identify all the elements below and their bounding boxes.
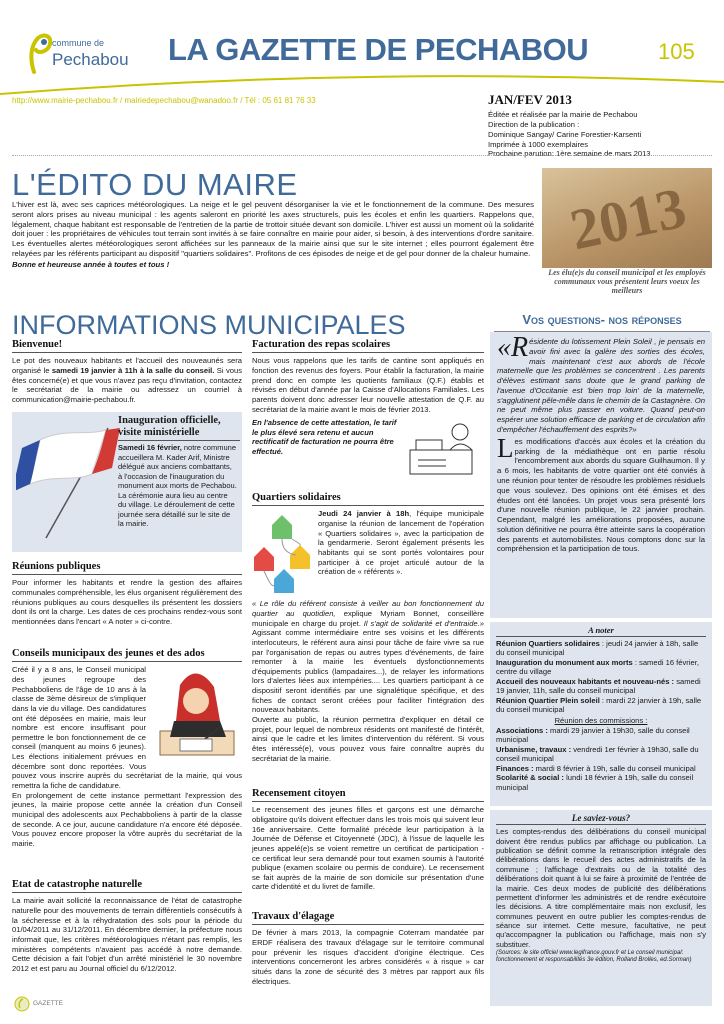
- credit-line: Prochaine parution: 1ère semaine de mars 2013: [488, 149, 651, 159]
- a-noter-item-label: Inauguration du monument aux morts: [496, 657, 633, 667]
- bienvenue-body: [12, 356, 242, 404]
- a-noter-item-text: samedi 19 janvier, 11h, salle du conseil municipal: [496, 676, 701, 696]
- quartiers-quote-attr: explique Myriam Bonnet, conseillère municipale en charge du projet.: [252, 608, 484, 628]
- quartiers-section: [252, 491, 484, 763]
- quartiers-quote-end: Il s'agit de solidarité et d'entraide.»: [363, 618, 484, 628]
- qr-title: Vos questions- nos réponses: [494, 312, 710, 332]
- photo-caption: Les élu(e)s du conseil municipal et les employés communaux vous présentent leurs voeux les meilleurs: [548, 268, 706, 296]
- commission-label: Finances :: [496, 763, 534, 773]
- houses-icon: [252, 509, 314, 597]
- issue-date: JAN/FEV 2013: [488, 92, 572, 107]
- credit-line: Dominique Sangay/ Carine Forestier-Karsenti: [488, 129, 642, 139]
- qr-box: [490, 332, 712, 618]
- catastrophe-title: Etat de catastrophe naturelle: [12, 878, 242, 893]
- recensement-section: [252, 787, 484, 892]
- commission-text: mardi 8 février à 19h, salle du conseil municipal: [533, 763, 696, 773]
- inauguration-title: Inauguration officielle, visite ministérielle: [118, 415, 240, 441]
- conseils-body1: Créé il y a 8 ans, le Conseil municipal des jeunes regroupe des Pechabboliens de l'âge de 10 ans à la classe de 3ème désireux de s'impliquer dans la vie du village. Des candidatures ont été déposées en mairie, mais leur nombre est encore insuffisant pour permettre le bon fonctionnement de ce conseil (manquent au moins 6 jeunes). Les élections initialement prévues en décembre sont donc reportées. Vous pouvez vous inscrire auprès du secrétariat de la mairie, qui vous remettra la fiche de candidature.: [12, 665, 242, 791]
- quartiers-body2: Ouverte au public, la réunion permettra d'expliquer en détail ce projet, pour lequel de nombreux résidents ont manifesté de l'intérêt, ainsi que le cadre et les limites d'intervention du référent. Si vous êtes intéressé(e), vous pouvez vous faire connaître auprès du secrétariat de la mairie.: [252, 715, 484, 763]
- a-noter-title: A noter: [496, 625, 706, 637]
- edito-body: [12, 200, 534, 269]
- commission-label: Urbanisme, travaux :: [496, 744, 572, 754]
- facturation-title: Facturation des repas scolaires: [252, 338, 484, 353]
- infos-title: INFORMATIONS MUNICIPALES: [12, 310, 406, 340]
- inauguration-text: notre commune accueillera M. Kader Arif, Ministre délégué aux anciens combattants, à l'occasion de l'inauguration du monument aux morts de Pechabou. La cérémonie aura lieu au centre du village. Le déroulement de cette journée sera détaillé sur le site de la mairie.: [118, 443, 237, 529]
- facturation-section: [252, 338, 484, 478]
- logo-line2: Pechabou: [52, 50, 129, 69]
- reunions-body: Pour informer les habitants et rendre la gestion des affaires communales compréhensible, les élus organisent régulièrement des réunions publiques au cours desquelles ils présentent les dossiers dont ils ont la charge. Les dates de ces prochains rendez-vous sont mentionnées dans l'encart « A noter » ci-contre.: [12, 578, 242, 626]
- bienvenue-section: [12, 338, 242, 405]
- dropcap-l: L: [497, 432, 514, 463]
- conseils-body2: En prolongement de cette instance permettant l'expression des jeunes, la mairie propose cette année la création d'un Conseil municipal des adolescents aux Pechabboliens à partir de la classe de seconde. A ce jour, aucune candidature n'a encore été déposée. Vous pouvez encore proposer la vôtre auprès du secrétariat de la mairie.: [12, 790, 242, 848]
- recensement-title: Recensement citoyen: [252, 787, 484, 802]
- sand-number: 2013: [564, 174, 692, 263]
- a-noter-item-label: Réunion Quartiers solidaires: [496, 638, 600, 648]
- quartiers-title: Quartiers solidaires: [252, 491, 484, 506]
- conseils-section: [12, 647, 242, 849]
- commission-label: Scolarité & social :: [496, 773, 564, 783]
- elagage-title: Travaux d'élagage: [252, 910, 484, 925]
- a-noter-item-text: : jeudi 24 janvier à 18h, salle du conseil municipal: [496, 638, 699, 658]
- a-noter-item-label: Accueil des nouveaux habitants et nouveau-nés :: [496, 676, 675, 686]
- header-divider: [12, 155, 712, 156]
- credit-line: Direction de la publication :: [488, 119, 580, 129]
- commission-item: [496, 745, 706, 764]
- reunions-title: Réunions publiques: [12, 560, 242, 575]
- edito-closing: Bonne et heureuse année à toutes et tous !: [12, 259, 170, 269]
- child-writing-icon: [150, 665, 242, 761]
- credit-line: Imprimée à 1000 exemplaires: [488, 139, 589, 149]
- qr-question: [497, 332, 705, 435]
- elagage-body: De février à mars 2013, la compagnie Coterram mandatée par ERDF réalisera des travaux d'élagage sur le territoire communal pour prévenir les risques d'accident d'origine électrique. Ces interventions concerneront les arbres considérés « à risque » car situés dans la zone de sécurité des 3 mètres par rapport aux fils électriques.: [252, 928, 484, 986]
- catastrophe-section: [12, 878, 242, 973]
- gazette-title: LA GAZETTE DE PECHABOU: [168, 32, 589, 67]
- edito-title: L'ÉDITO DU MAIRE: [12, 167, 298, 202]
- flag-icon: [16, 422, 120, 540]
- header-swoosh: [0, 68, 724, 96]
- facturation-note: En l'absence de cette attestation, le tarif le plus élevé sera retenu et aucun rectificatif de facturation ne pourra être effectué.: [252, 418, 397, 457]
- qr-answer: [497, 432, 705, 554]
- commission-text: vendredi 1er février à 19h30, salle du conseil municipal: [496, 744, 699, 764]
- a-noter-item-text: : mardi 22 janvier à 19h, salle du conseil municipal: [496, 695, 702, 715]
- bienvenue-text-end: Si vous êtes concerné(e) et que vous n'avez pas reçu d'invitation, contactez le secrétariat de la mairie ou adressez un courriel à communication@mairie-pechabou.fr.: [12, 365, 242, 404]
- issue-number: 105: [658, 39, 695, 64]
- reunions-section: [12, 560, 242, 627]
- a-noter-item: [496, 696, 706, 715]
- quartiers-quote: « Le rôle du référent consiste à veiller au bon fonctionnement du quartier au quotidien,: [252, 599, 484, 618]
- saviez-vous-title: Le saviez-vous?: [496, 813, 706, 825]
- saviez-vous-sources: (Sources: le site officiel www.legifrance.gouv.fr et Le conseil municipal: fonctionnement et responsabilités 3e édition, Rolland Brolles, ed.Sorman): [496, 950, 692, 964]
- a-noter-item-label: Réunion Quartier Plein soleil: [496, 695, 600, 705]
- quartiers-body: [252, 599, 484, 715]
- credit-line: Éditée et réalisée par la mairie de Pechabou: [488, 110, 638, 119]
- contact-line[interactable]: http://www.mairie-pechabou.fr / mairiedepechabou@wanadoo.fr / Tél : 05 61 81 76 33: [12, 96, 316, 105]
- footer: [14, 996, 63, 1012]
- bienvenue-title: Bienvenue!: [12, 338, 242, 353]
- commission-text: mardi 29 janvier à 19h30, salle du conseil municipal: [496, 725, 690, 745]
- footer-label: GAZETTE: [33, 999, 63, 1007]
- quote-glyph: «R: [497, 332, 529, 363]
- edito-text: L'hiver est là, avec ses caprices météorologiques. La neige et le gel peuvent désorganiser la vie et le fonctionnement de la commune. Des mesures seront alors prises au niveau municipal : les agents saleront en priorité les axes structurels, puis les écoles et enfin les quartiers. Rappelons que, légalement, chaque habitant est responsable de l'entretien de la partie de trottoir située devant son domicile. L'hiver est aussi un moment où la solidarité doit jouer : les propriétaires de véhicules tout terrain sont invités à se faire connaître en mairie pour aider, si besoin, à des interventions d'ordre sanitaire. Les éventuelles alertes météorologiques seront affichées sur les panneaux de la mairie ainsi que sur le site internet ; elles pourront également être relayées par les référents participant au dispositif "quartiers solidaires". Profitons de ces épisodes de neige et de gel pour donner de la chaleur humaine.: [12, 200, 534, 258]
- facturation-body: Nous vous rappelons que les tarifs de cantine sont appliqués en fonction des revenus des foyers. Pour établir la facturation, la mairie prend donc en compte les quotients familiaux (Q.F.) établis et révisés en début d'année par la Caisse d'Allocations Familiales. Les parents doivent donc adresser leur nouvelle attestation de Q.F. au secrétariat de la mairie avant le mois de février 2013.: [252, 356, 484, 414]
- quartiers-text: Agissant comme intermédiaire entre ses voisins et les différents interlocuteurs, le référent aura ainsi pour tâche de faire vivre sa rue par l'organisation de repas ou autres types d'événements, de faire remonter à la mairie les éventuels dysfonctionnements d'équipements publics (lampadaires...), de relayer les informations lors d'alertes liées aux intempéries.... Les quartiers participant à ce dispositif seront identifiés par une signalétique spécifique, et des fiches de contact seront créées pour faciliter l'intégration des nouveaux habitants.: [252, 628, 484, 715]
- commission-text: lundi 18 février à 19h, salle du conseil municipal: [496, 773, 694, 792]
- cashier-icon: [406, 416, 484, 478]
- commission-label: Associations :: [496, 725, 548, 735]
- a-noter-item: [496, 639, 706, 658]
- qr-answer-text: es modifications d'accès aux écoles et la création du parking de la médiathèque ont en partie résolu l'encombrement aux abords du square Guilhaumon. Il y a 6 mois, les habitants de votre quartier ont été conviés à une réunion pour tenter de résoudre les problèmes résiduels que vous soulevez. Des opinions ont été émises et des études ont été lancées. Un projet vous sera présenté lors d'une nouvelle réunion publique, le 22 janvier prochain. Cependant, malgré les améliorations proposées, aucune solution définitive ne pourra être atteinte sans la coopération des parents et automobilistes. Nous comptons donc sur la compréhension et la participation de tous.: [497, 436, 705, 554]
- a-noter-item-text: : samedi 16 février, centre du village: [496, 657, 699, 677]
- catastrophe-body: La mairie avait sollicité la reconnaissance de l'état de catastrophe naturelle pour des mouvements de terrain différentiels consécutifs à la sécheresse et à la réhydratation des sols pour la période du 01/04/2011 au 31/12/2011. En décembre dernier, la préfecture nous informait que, les critères météorologiques n'étant pas remplis, les ministères compétents n'avaient pas accédé à notre demande. Cette décision a fait l'objet d'un arrêté ministériel le 30 novembre 2012 et est paru au Journal officiel du 6/12/2012.: [12, 896, 242, 973]
- bienvenue-text: Le pot des nouveaux habitants et l'accueil des nouveaunés sera organisé le: [12, 356, 242, 375]
- inauguration-body: [118, 443, 238, 529]
- edito-photo: [542, 168, 712, 268]
- credits: [488, 110, 720, 159]
- commission-item: [496, 726, 706, 745]
- qr-question-text: ésidente du lotissement Plein Soleil , je pensais en avoir fini avec la galère des sorties des écoles, mais maintenant c'est aux abords de l'école maternelle que les problèmes se concentrent . Les parents d'élèves estimant sans doute que le grand parking de l'avenue d'Occitanie est 'bien trop loin' de la maternelle, s'agglutinent pêle-mêle dans le chemin de la Castagnère. On ne peut même plus passer en voiture. Quand peut-on espérer une solution efficace de parking et de circulation afin d'empêcher l'échauffement des esprits?»: [497, 337, 705, 435]
- commission-item: [496, 773, 706, 792]
- a-noter-item: [496, 677, 706, 696]
- logo-line1: commune de: [52, 38, 105, 48]
- recensement-body: Le recensement des jeunes filles et garçons est une démarche obligatoire qu'ils doivent effectuer dans les trois mois qui suivent leur 16e anniversaire. Cette formalité précède leur participation à la Journée de Défense et Citoyenneté (JDC), à l'issue de laquelle les jeunes appelé(e)s se voient remettre un certificat de participation - ce certificat leur sera demandé pour tout examen soumis à l'autorité publique (examen scolaire ou permis de conduire). Le recensement se fait auprès de la mairie de son domicile sur présentation d'une carte d'identité et du livret de famille.: [252, 805, 484, 892]
- a-noter-box: [490, 622, 712, 806]
- commission-item: [496, 764, 706, 773]
- conseils-title: Conseils municipaux des jeunes et des ados: [12, 647, 242, 662]
- saviez-vous-box: [490, 810, 712, 1006]
- elagage-section: [252, 910, 484, 986]
- commissions-title: Réunion des commissions :: [554, 715, 648, 725]
- inauguration-box: [12, 412, 242, 552]
- inauguration-date: Samedi 16 février,: [118, 443, 182, 452]
- saviez-vous-body: Les comptes-rendus des délibérations du conseil municipal doivent être rendus publics par affichage ou publication. La publication se définit comme la retranscription intégrale des délibérations dans le recueil des actes administratifs de la commune ; l'affichage d'extraits ou de la totalité des délibérations doit quant à lui se faire à proximité de l'entrée de la mairie. Ces deux modes de publicité des délibérations permettent d'informer les administrés et de rendre exécutoire les décisions. A titre complémentaire mais non exclusif, les communes peuvent en outre publier les comptes-rendus de séance sur internet. Cette mesure, facultative, ne peut qu'accompagner la publication ou l'affichage, mais non s'y substituer.: [496, 827, 706, 949]
- footer-logo-icon: [14, 996, 30, 1012]
- bienvenue-date: samedi 19 janvier à 11h à la salle du conseil.: [51, 365, 215, 375]
- a-noter-item: [496, 658, 706, 677]
- quartiers-date: Jeudi 24 janvier à 18h: [318, 509, 410, 519]
- quartiers-intro-text: , l'équipe municipale organise la réunion de lancement de l'opération « Quartiers solidaires », avec la participation de la gendarmerie. Seront également présents les habitants qui se sont portés volontaires pour participer à ce projet articulé autour de la création de « référents ».: [318, 509, 484, 577]
